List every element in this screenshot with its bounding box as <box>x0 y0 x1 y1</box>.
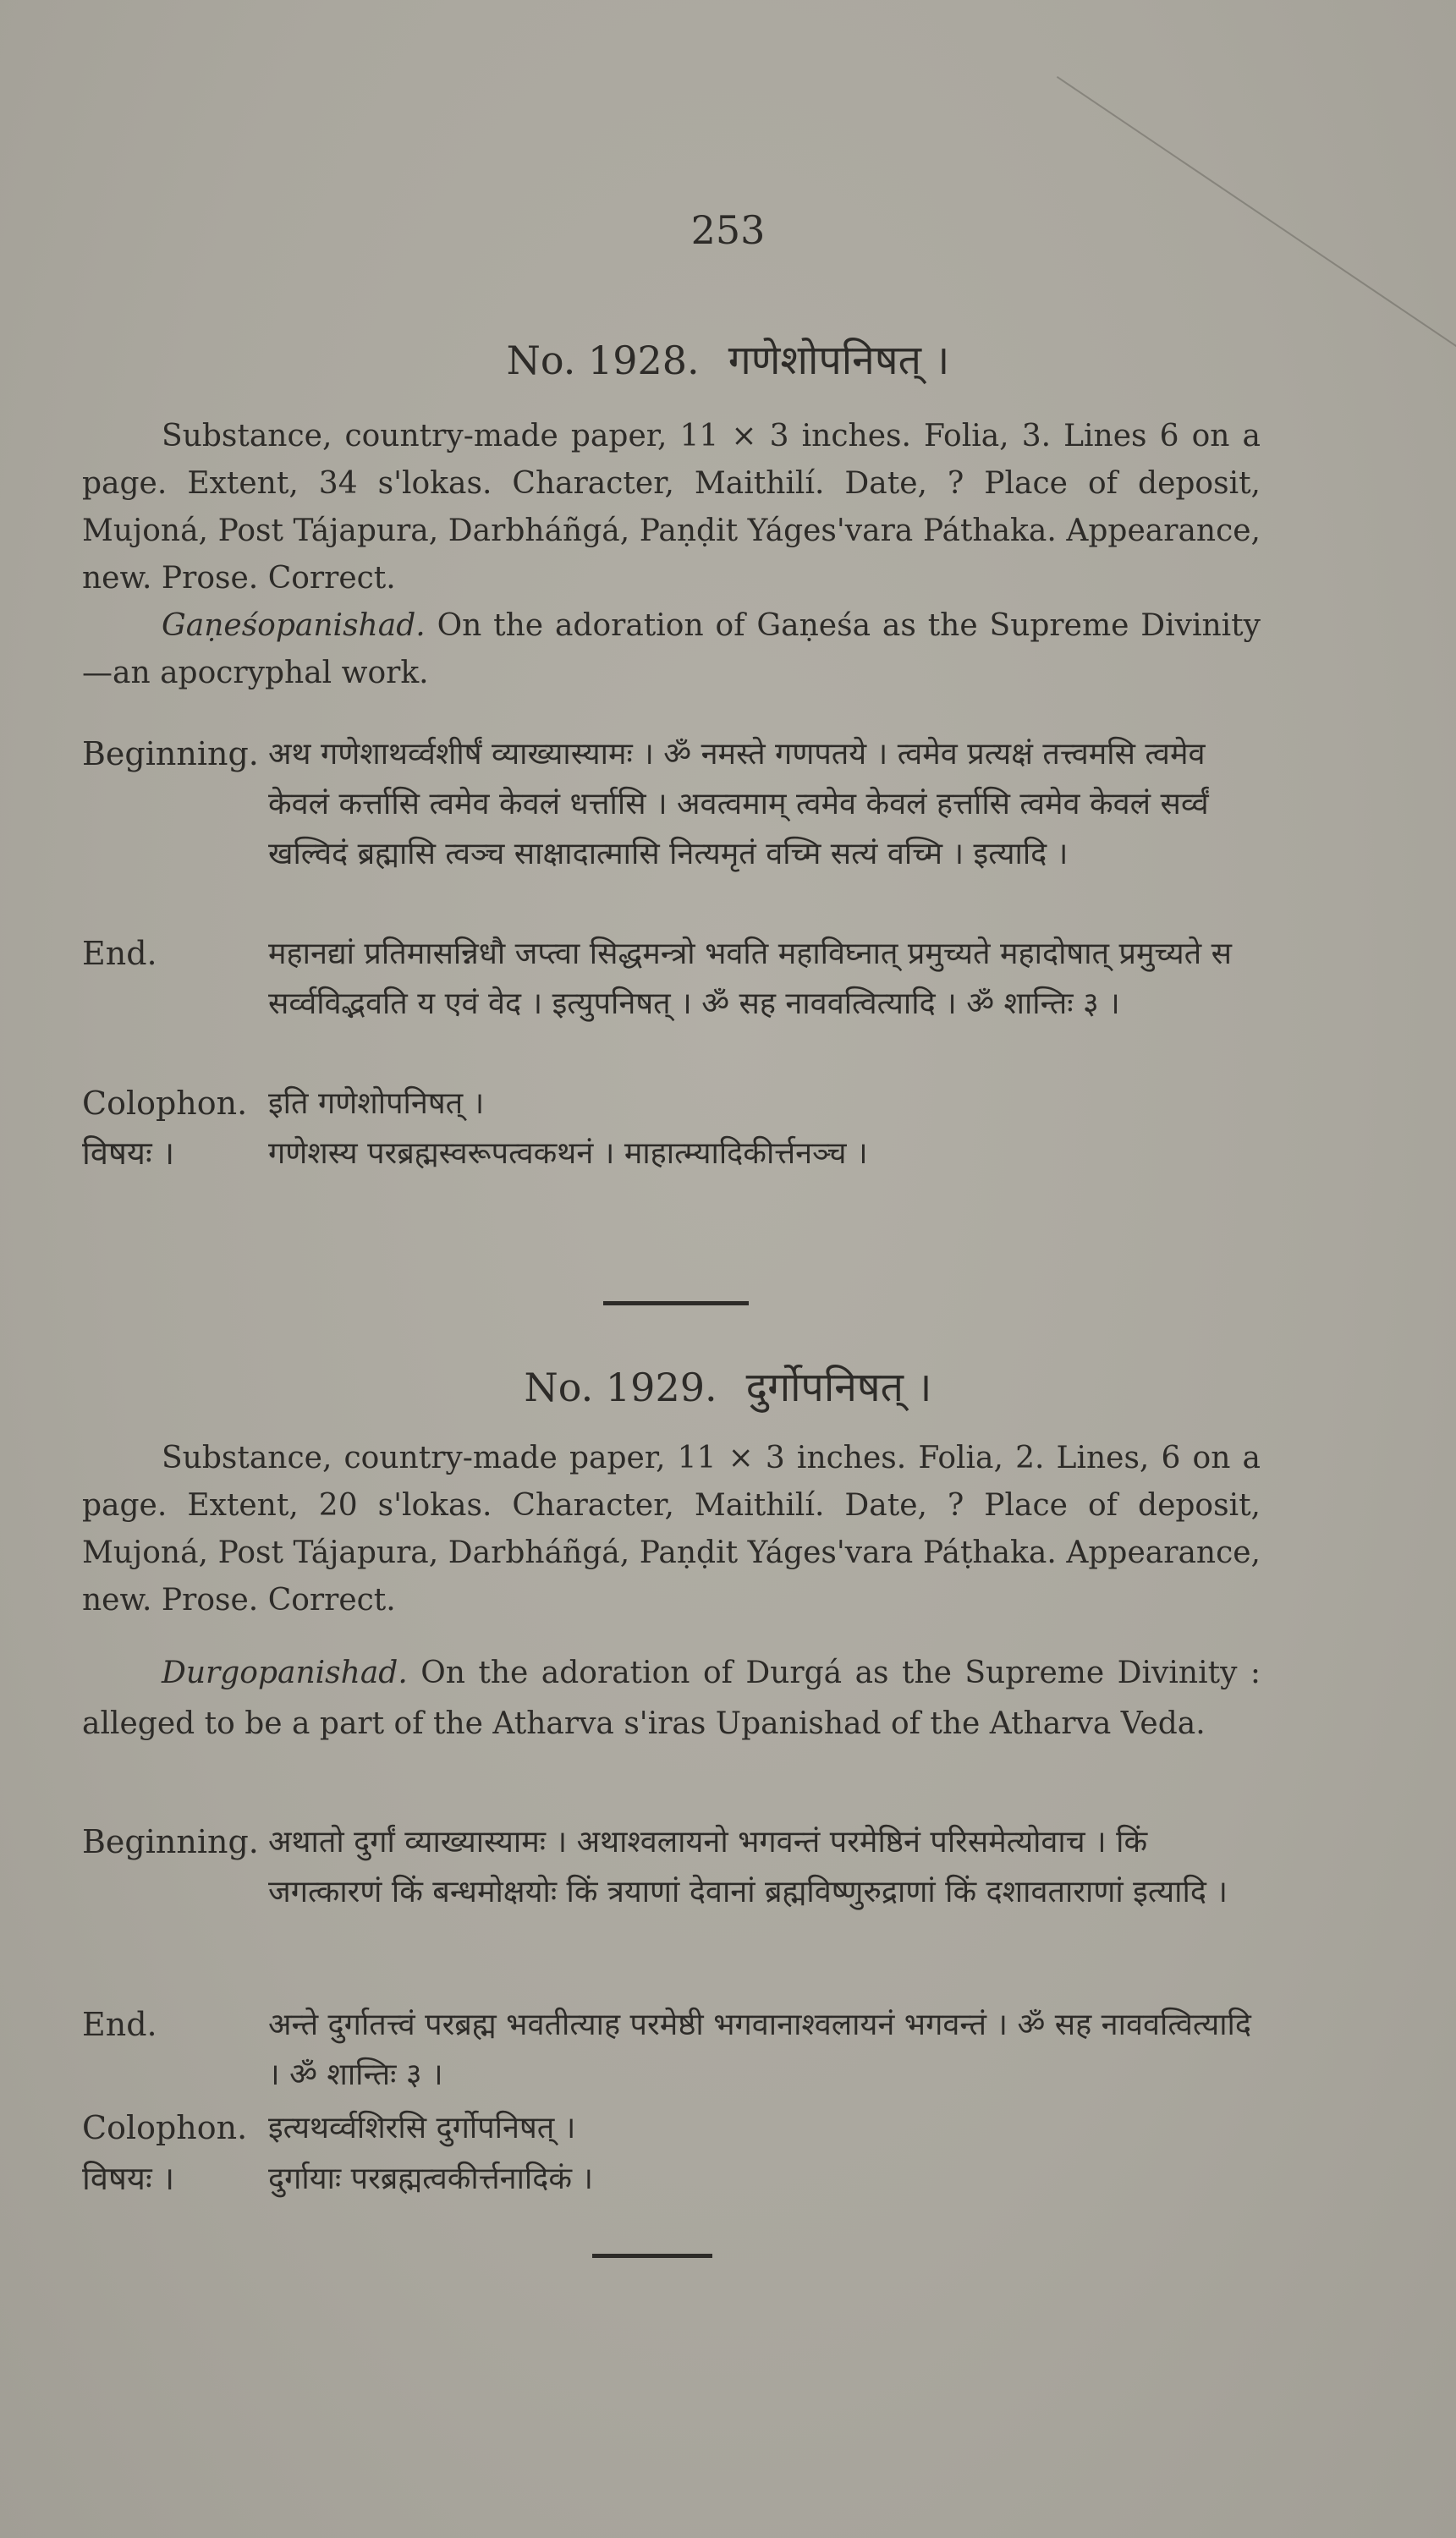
end-row <box>82 2000 1266 2103</box>
extract-block <box>82 1817 1266 2205</box>
end-divider <box>592 2254 712 2258</box>
substance-paragraph <box>82 413 1261 602</box>
page-number: 253 <box>690 207 766 253</box>
beginning-text: अथ गणेशाथर्व्वशीर्षं व्याख्यास्यामः । ॐ नमस्ते गणपतये । त्वमेव प्रत्यक्षं तत्त्वमसि त्वमेव केवलं कर्त्तासि त्वमेव केवलं धर्त्तासि । अवत्वमाम् त्वमेव केवलं हर्त्तासि त्वमेव केवलं सर्व्वं खल्विदं ब्रह्मासि त्वञ्च साक्षादात्मासि नित्यमृतं वच्मि सत्यं वच्मि । इत्यादि । <box>268 737 1209 871</box>
subject-text: गणेशस्य परब्रह्मस्वरूपत्वकथनं । माहात्म्यादिकीर्त्तनञ्च । <box>268 1136 868 1171</box>
beginning-label: Beginning. <box>82 1823 259 1860</box>
subject-row <box>82 2154 1266 2205</box>
extract-block <box>82 729 1266 1178</box>
description-paragraph <box>82 602 1261 697</box>
end-row <box>82 929 1266 1079</box>
colophon-label: Colophon. <box>82 2109 248 2146</box>
end-label: End. <box>82 935 157 972</box>
description-text: On the adoration of Gaṇeśa as the Supreme Divinity—an apocryphal work. <box>82 608 1261 690</box>
end-text: महानद्यां प्रतिमासन्निधौ जप्त्वा सिद्धमन्त्रो भवति महाविघ्नात् प्रमुच्यते महादोषात् प्रमुच्यते स सर्व्वविद्भवति य एवं वेद । इत्युपनिषत् । ॐ सह नाववत्वित्यादि । ॐ शान्तिः ३ । <box>268 937 1232 1021</box>
colophon-text: इत्यथर्व्वशिरसि दुर्गोपनिषत् । <box>268 2111 576 2145</box>
end-text: अन्ते दुर्गातत्त्वं परब्रह्म भवतीत्याह परमेष्ठी भगवानाश्वलायनं भगवन्तं । ॐ सह नाववत्वित्यादि । ॐ शान्तिः ३ । <box>268 2008 1251 2092</box>
colophon-row <box>82 2103 1266 2154</box>
entry-title-devanagari: गणेशोपनिषत् । <box>728 337 950 384</box>
colophon-row <box>82 1079 1266 1129</box>
subject-label: विषयः । <box>82 2160 175 2197</box>
subject-label: विषयः । <box>82 1134 175 1172</box>
colophon-label: Colophon. <box>82 1085 248 1122</box>
entry-number: No. 1928. <box>506 338 700 383</box>
section-divider <box>603 1301 749 1305</box>
subject-text: दुर्गायाः परब्रह्मत्वकीर्त्तनादिकं । <box>268 2162 594 2196</box>
end-label: End. <box>82 2006 157 2043</box>
entry-heading <box>0 1359 1456 1414</box>
entry-number: No. 1929. <box>524 1365 717 1410</box>
substance-paragraph <box>82 1435 1261 1624</box>
entry-heading <box>0 332 1456 387</box>
colophon-text: इति गणेशोपनिषत् । <box>268 1086 485 1121</box>
work-title: Durgopanishad. <box>162 1656 408 1690</box>
subject-row <box>82 1129 1266 1178</box>
beginning-row <box>82 1817 1266 2000</box>
beginning-row <box>82 729 1266 929</box>
beginning-label: Beginning. <box>82 735 259 772</box>
description-text: On the adoration of Durgá as the Supreme Divinity : alleged to be a part of the Atharva s'iras Upanishad of the Atharva Veda. <box>82 1656 1261 1741</box>
entry-title-devanagari: दुर्गोपनिषत् । <box>745 1364 932 1411</box>
description-paragraph <box>82 1648 1261 1750</box>
substance-text: Substance, country-made paper, 11 × 3 inches. Folia, 2. Lines, 6 on a page. Extent, 20 s'lokas. Character, Maithilí. Date, ? Place of deposit, Mujoná, Post Tájapura, Darbháñgá, Paṇḍit Yáges'vara Páṭhaka. Appearance, new. Prose. Correct. <box>82 1441 1261 1618</box>
beginning-text: अथातो दुर्गां व्याख्यास्यामः । अथाश्वलायनो भगवन्तं परमेष्ठिनं परिसमेत्योवाच । किं जगत्कारणं किं बन्धमोक्षयोः किं त्रयाणां देवानां ब्रह्मविष्णुरुद्राणां किं दशावताराणां इत्यादि । <box>268 1825 1228 1909</box>
work-title: Gaṇeśopanishad. <box>162 608 426 643</box>
substance-text: Substance, country-made paper, 11 × 3 inches. Folia, 3. Lines 6 on a page. Extent, 34 s'lokas. Character, Maithilí. Date, ? Place of deposit, Mujoná, Post Tájapura, Darbháñgá, Paṇḍit Yáges'vara Páthaka. Appearance, new. Prose. Correct. <box>82 419 1261 596</box>
